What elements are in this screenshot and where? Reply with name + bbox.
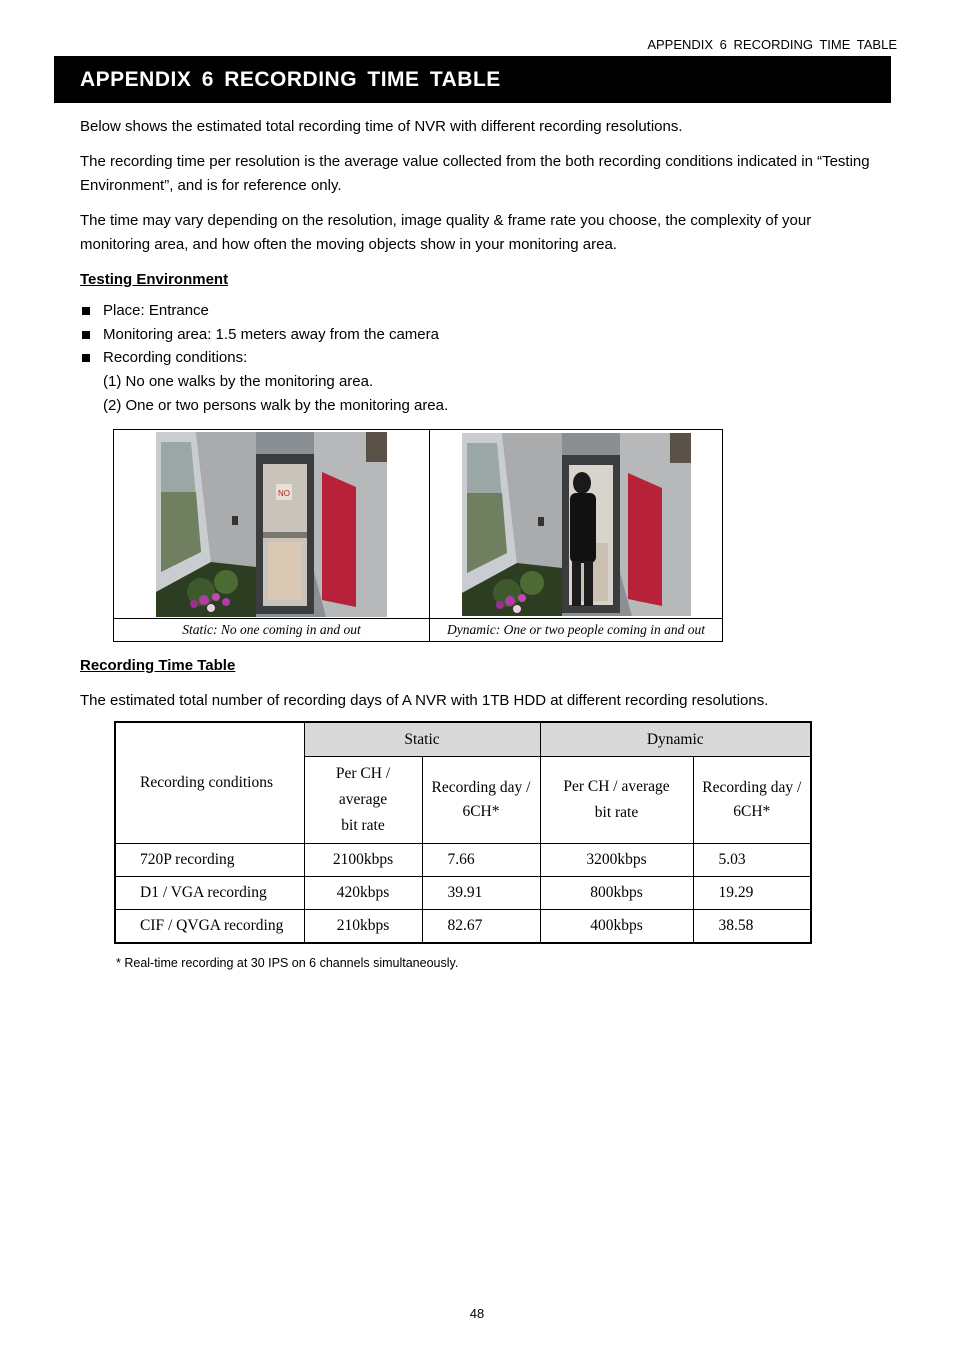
header-dynamic-bitrate xyxy=(540,757,693,844)
dynamic-bitrate-cell: 3200kbps xyxy=(540,844,693,877)
static-days-cell: 82.67 xyxy=(422,910,540,944)
dynamic-bitrate-cell: 400kbps xyxy=(540,910,693,944)
header-static-days xyxy=(422,757,540,844)
bullet-item-monitoring-area: Monitoring area: 1.5 meters away from the camera xyxy=(80,323,439,347)
dynamic-bitrate-cell: 800kbps xyxy=(540,877,693,910)
row-label: CIF / QVGA recording xyxy=(115,910,304,944)
static-days-cell: 7.66 xyxy=(422,844,540,877)
bullet-item-place: Place: Entrance xyxy=(80,299,439,323)
recording-time-table xyxy=(114,721,812,944)
testing-environment-heading: Testing Environment xyxy=(80,271,229,288)
table-row xyxy=(115,844,811,877)
dynamic-caption: Dynamic: One or two people coming in and out xyxy=(430,619,723,642)
header-dynamic: Dynamic xyxy=(540,722,811,757)
page-number: 48 xyxy=(469,1306,485,1321)
running-header: APPENDIX 6 RECORDING TIME TABLE xyxy=(647,37,897,52)
intro-paragraph-3: The time may vary depending on the resolution, image quality & frame rate you choose, the complexity of your monitoring area, and how often the moving objects show in your monitoring area. xyxy=(80,212,812,253)
header-line: Per CH / average xyxy=(563,778,670,795)
dynamic-photo-cell xyxy=(430,430,723,619)
header-line: Recording day / xyxy=(702,779,802,796)
table-footnote: * Real-time recording at 30 IPS on 6 channels simultaneously. xyxy=(116,956,459,970)
environment-photo-table xyxy=(113,429,723,642)
static-bitrate-cell: 420kbps xyxy=(304,877,422,910)
dynamic-days-cell: 5.03 xyxy=(693,844,811,877)
row-label: 720P recording xyxy=(115,844,304,877)
header-line: average xyxy=(338,791,388,808)
header-recording-conditions: Recording conditions xyxy=(115,722,304,844)
recording-time-table-heading: Recording Time Table xyxy=(80,657,236,674)
dynamic-scene-image xyxy=(462,433,691,616)
header-line: 6CH* xyxy=(462,803,500,820)
static-bitrate-cell: 210kbps xyxy=(304,910,422,944)
row-label: D1 / VGA recording xyxy=(115,877,304,910)
header-static: Static xyxy=(304,722,540,757)
intro-paragraph-1: Below shows the estimated total recording time of NVR with different recording resolutions. xyxy=(80,118,683,135)
table-row xyxy=(115,910,811,944)
static-scene-image xyxy=(156,432,387,617)
no-entry-sign-text: NO xyxy=(278,488,290,498)
intro-paragraph-2: The recording time per resolution is the average value collected from the both recording conditions indicated in “Testing Environment”, and is for reference only. xyxy=(80,153,870,194)
header-line: Recording day / xyxy=(431,779,531,796)
header-line: bit rate xyxy=(594,804,639,821)
header-line: 6CH* xyxy=(733,803,771,820)
recording-table-description: The estimated total number of recording days of A NVR with 1TB HDD at different recording resolutions. xyxy=(80,692,769,709)
static-bitrate-cell: 2100kbps xyxy=(304,844,422,877)
header-line: bit rate xyxy=(341,817,385,834)
header-line: Per CH / xyxy=(335,765,391,782)
bullet-item-recording-conditions: Recording conditions: xyxy=(80,346,439,370)
dynamic-days-cell: 38.58 xyxy=(693,910,811,944)
header-static-bitrate xyxy=(304,757,422,844)
page-title: APPENDIX 6 RECORDING TIME TABLE xyxy=(54,56,891,103)
static-days-cell: 39.91 xyxy=(422,877,540,910)
condition-no-one: (1) No one walks by the monitoring area. xyxy=(103,373,374,390)
static-caption: Static: No one coming in and out xyxy=(114,619,430,642)
testing-bullet-list xyxy=(80,299,439,370)
header-dynamic-days xyxy=(693,757,811,844)
recording-conditions-sublist xyxy=(103,370,448,417)
condition-one-or-two: (2) One or two persons walk by the monitoring area. xyxy=(103,396,449,414)
table-row xyxy=(115,877,811,910)
dynamic-days-cell: 19.29 xyxy=(693,877,811,910)
static-photo-cell xyxy=(114,430,430,619)
